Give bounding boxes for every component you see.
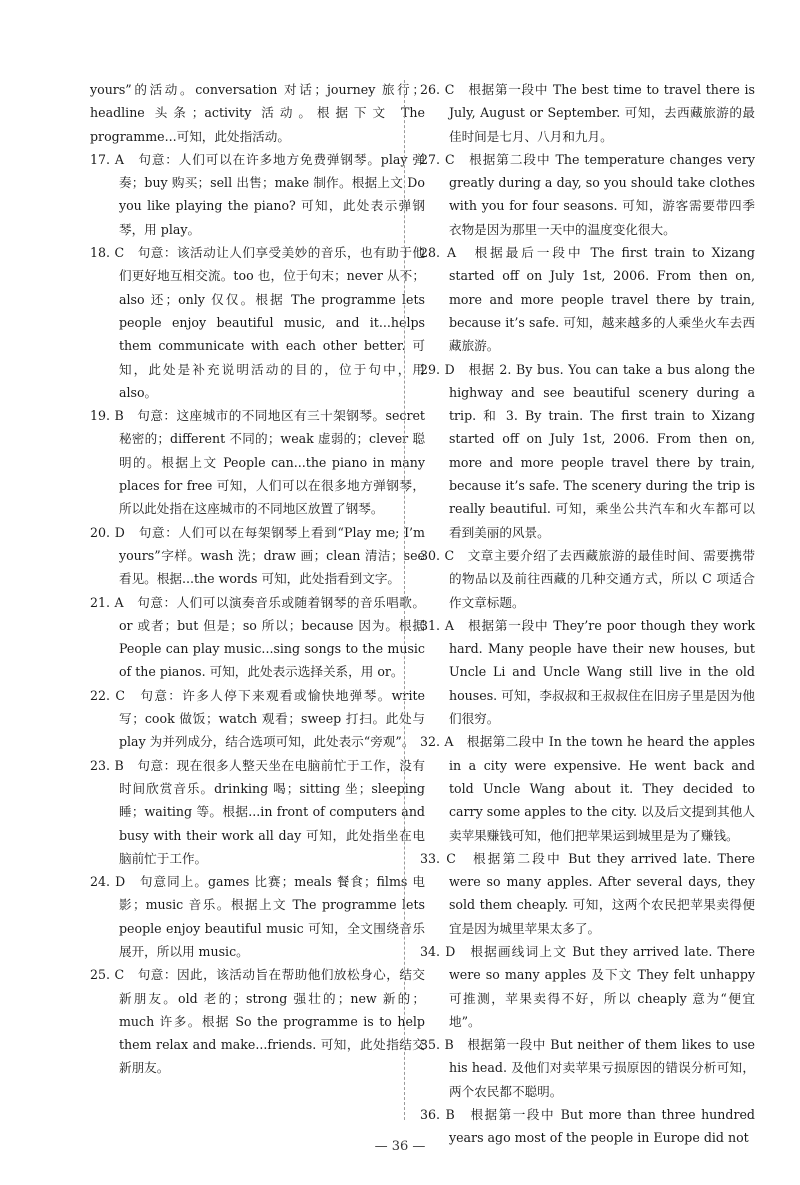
answer-text: 20. D 句意：人们可以在每架钢琴上看到“Play me; I’m yours”字样。wash 洗；draw 画；clean 清洁；see 看见。根据...the words 可知，此处指看到文字。 bbox=[90, 524, 425, 587]
answer-text: 25. C 句意：因此，该活动旨在帮助他们放松身心，结交新朋友。old 老的；strong 强壮的；new 新的；much 许多。根据 So the programme is to help them relax and make...friends. 可知，此处指结交新朋友。 bbox=[90, 967, 425, 1076]
answer-entry-19 bbox=[90, 404, 425, 520]
answer-text: 23. B 句意：现在很多人整天坐在电脑前忙于工作，没有时间欣赏音乐。drinking 喝；sitting 坐；sleeping 睡；waiting 等。根据...in front of computers and busy with their work all day 可知，此处指坐在电脑前忙于工作。 bbox=[90, 757, 425, 866]
answer-entry-34 bbox=[420, 940, 755, 1033]
answer-text: 18. C 句意：该活动让人们享受美妙的音乐，也有助于他们更好地互相交流。too 也，位于句末；never 从不；also 还；only 仅仅。根据 The programme lets people enjoy beautiful music, and it...helps them communicate with each other better. 可知，此处是补充说明活动的目的，位于句中，用 also。 bbox=[90, 245, 425, 400]
answer-entry-28 bbox=[420, 241, 755, 357]
column-divider bbox=[404, 80, 405, 1120]
answer-text: 24. D 句意同上。games 比赛；meals 餐食；films 电影；music 音乐。根据上文 The programme lets people enjoy beautiful music 可知，全文围绕音乐展开，所以用 music。 bbox=[90, 874, 425, 959]
answer-entry-23 bbox=[90, 754, 425, 870]
answer-text: 33. C 根据第二段中 But they arrived late. There were so many apples. After several days, they sold them cheaply. 可知，这两个农民把苹果卖得便宜是因为城里苹果太多了。 bbox=[420, 850, 755, 936]
answer-text: 30. C 文章主要介绍了去西藏旅游的最佳时间、需要携带的物品以及前往西藏的几种交通方式，所以 C 项适合作文章标题。 bbox=[420, 547, 755, 610]
answer-text: 32. A 根据第二段中 In the town he heard the apples in a city were expensive. He went back and told Uncle Wang about it. They decided to carry some apples to the city. 以及后文提到其他人卖苹果赚钱可知，他们把苹果运到城里是为了赚钱。 bbox=[420, 734, 755, 843]
answer-text: 22. C 句意：许多人停下来观看或愉快地弹琴。write 写；cook 做饭；watch 观看；sweep 打扫。此处与 play 为并列成分，结合选项可知，此处表示“旁观”。 bbox=[90, 687, 425, 750]
answer-text: 21. A 句意：人们可以演奏音乐或随着钢琴的音乐唱歌。or 或者；but 但是；so 所以；because 因为。根据 People can play music...sing songs to the music of the pianos. 可知，此处表示选择关系，用 or。 bbox=[90, 594, 425, 680]
answer-entry-32 bbox=[420, 730, 755, 846]
answer-text: 29. D 根据 2. By bus. You can take a bus along the highway and see beautiful scenery during a trip. 和 3. By train. The first train to Xizang started off on July 1st, 2006. From then on, more and more people travel there by train, because it’s safe. The scenery during the trip is really beautiful. 可知，乘坐公共汽车和火车都可以看到美丽的风景。 bbox=[420, 361, 755, 540]
answer-entry-20 bbox=[90, 521, 425, 591]
answer-entry-22 bbox=[90, 684, 425, 754]
answer-entry-24 bbox=[90, 870, 425, 963]
left-column bbox=[90, 78, 425, 1080]
answer-text: 31. A 根据第一段中 They’re poor though they work hard. Many people have their new houses, but Uncle Li and Uncle Wang still live in the old houses. 可知，李叔叔和王叔叔住在旧房子里是因为他们很穷。 bbox=[420, 617, 755, 727]
answer-text: 26. C 根据第一段中 The best time to travel there is July, August or September. 可知，去西藏旅游的最佳时间是七月、八月和九月。 bbox=[420, 82, 755, 144]
answer-text: 36. B 根据第一段中 But more than three hundred years ago most of the people in Europe did not bbox=[420, 1107, 755, 1146]
answer-entry-26 bbox=[420, 78, 755, 148]
answer-text: 35. B 根据第一段中 But neither of them likes to use his head. 及他们对卖苹果亏损原因的错误分析可知，两个农民都不聪明。 bbox=[420, 1037, 755, 1099]
answer-entry-35 bbox=[420, 1033, 755, 1103]
answer-entry-17 bbox=[90, 148, 425, 241]
answer-entry-29 bbox=[420, 358, 755, 544]
answer-text: 34. D 根据画线词上文 But they arrived late. There were so many apples 及下文 They felt unhappy 可推测，苹果卖得不好，所以 cheaply 意为“便宜地”。 bbox=[420, 943, 755, 1029]
answer-text: yours”的活动。conversation 对话；journey 旅行；headline 头条；activity 活动。根据下文 The programme...可知，此处指活动。 bbox=[90, 82, 425, 144]
answer-entry-21 bbox=[90, 591, 425, 684]
answer-entry-30 bbox=[420, 544, 755, 614]
answer-entry-25 bbox=[90, 963, 425, 1079]
right-column bbox=[420, 78, 755, 1150]
answer-text: 27. C 根据第二段中 The temperature changes very greatly during a day, so you should take clothes with you for four seasons. 可知，游客需要带四季衣物是因为那里一天中的温度变化很大。 bbox=[420, 151, 755, 237]
answer-text: 28. A 根据最后一段中 The first train to Xizang started off on July 1st, 2006. From then on, more and more people travel there by train, because it’s safe. 可知，越来越多的人乘坐火车去西藏旅游。 bbox=[420, 245, 755, 354]
answer-entry-18 bbox=[90, 241, 425, 404]
answer-entry-27 bbox=[420, 148, 755, 241]
answer-text: 19. B 句意：这座城市的不同地区有三十架钢琴。secret 秘密的；different 不同的；weak 虚弱的；clever 聪明的。根据上文 People can...the piano in many places for free 可知，人们可以在很多地方弹钢琴，所以此处指在这座城市的不同地区放置了钢琴。 bbox=[90, 408, 425, 517]
answer-entry-33 bbox=[420, 847, 755, 940]
page-number: — 36 — bbox=[374, 1139, 426, 1154]
answer-entry-31 bbox=[420, 614, 755, 730]
answer-entry-intro bbox=[90, 78, 425, 148]
answer-text: 17. A 句意：人们可以在许多地方免费弹钢琴。play 弹奏；buy 购买；sell 出售；make 制作。根据上文 Do you like playing the piano? 可知，此处表示弹钢琴，用 play。 bbox=[90, 151, 425, 237]
